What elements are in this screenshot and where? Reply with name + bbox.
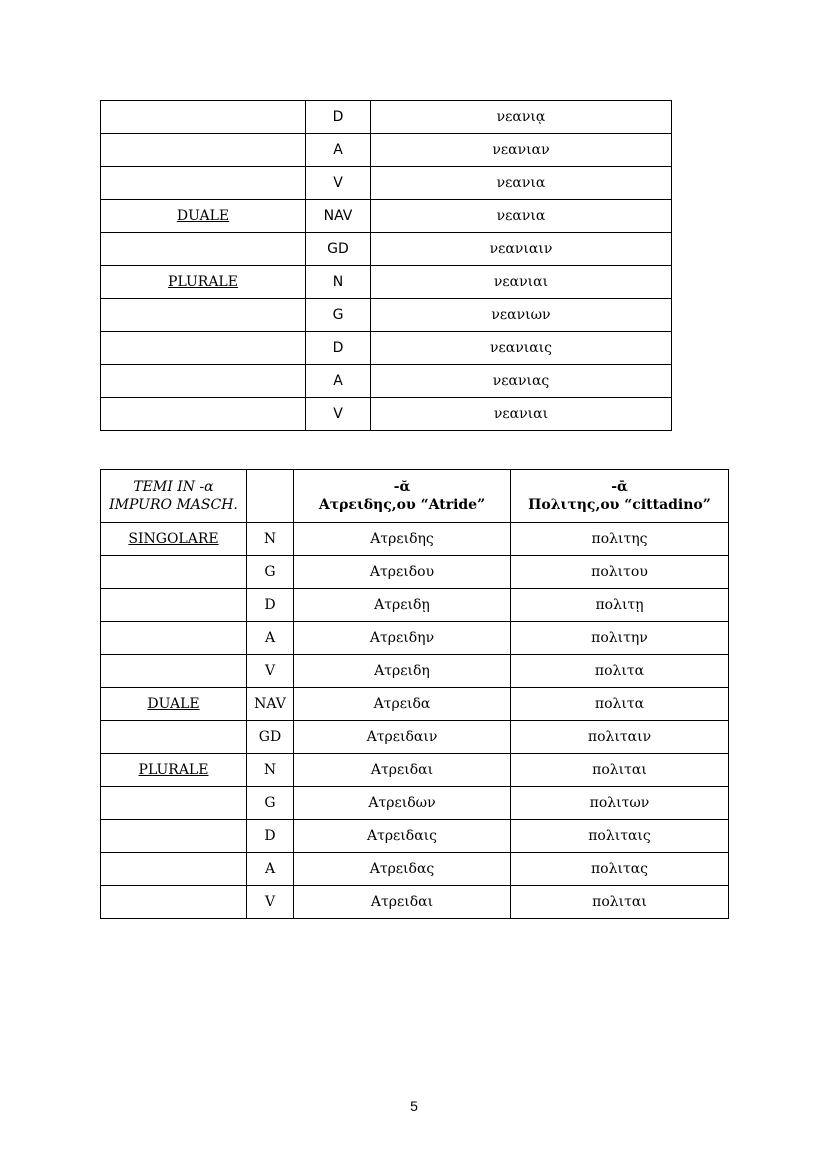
table2-case-header (247, 470, 294, 523)
form-cell: νεανιαι (371, 398, 672, 431)
table-row (101, 167, 672, 200)
table-row (101, 134, 672, 167)
table1-body (101, 101, 672, 431)
number-label-cell (101, 655, 247, 688)
case-cell: A (306, 365, 371, 398)
table-row (101, 398, 672, 431)
table-row (101, 200, 672, 233)
form-cell: νεανια (371, 167, 672, 200)
table-row (101, 556, 729, 589)
case-cell: G (306, 299, 371, 332)
number-label-cell: PLURALE (101, 266, 306, 299)
case-cell: NAV (306, 200, 371, 233)
case-cell: G (247, 556, 294, 589)
table-row (101, 820, 729, 853)
atreides-form-cell: Ατρειδαιν (294, 721, 511, 754)
polites-form-cell: πολιτῃ (511, 589, 729, 622)
number-label-cell (101, 721, 247, 754)
table2-title-line1: TEMI IN -α (133, 479, 214, 495)
case-cell: N (306, 266, 371, 299)
atreides-form-cell: Ατρειδη (294, 655, 511, 688)
table-row (101, 655, 729, 688)
number-label-cell (101, 556, 247, 589)
polites-form-cell: πολιτα (511, 655, 729, 688)
case-cell: V (247, 655, 294, 688)
table-row (101, 787, 729, 820)
atreides-form-cell: Ατρειδην (294, 622, 511, 655)
polites-form-cell: πολιτου (511, 556, 729, 589)
table-row (101, 233, 672, 266)
form-cell: νεανιων (371, 299, 672, 332)
table-row (101, 299, 672, 332)
atreides-form-cell: Ατρειδῃ (294, 589, 511, 622)
table2-col2-header (511, 470, 729, 523)
case-cell: NAV (247, 688, 294, 721)
col1-word: Ατρειδης,ου “Atride” (318, 497, 486, 513)
polites-form-cell: πολιταις (511, 820, 729, 853)
number-label-cell (101, 787, 247, 820)
polites-form-cell: πολιται (511, 754, 729, 787)
table-row (101, 853, 729, 886)
table2-col1-header (294, 470, 511, 523)
table-row (101, 622, 729, 655)
table-row (101, 754, 729, 787)
table-row (101, 266, 672, 299)
atreides-form-cell: Ατρειδας (294, 853, 511, 886)
number-label-cell (101, 886, 247, 919)
table-row (101, 589, 729, 622)
number-label-cell: DUALE (101, 200, 306, 233)
case-cell: GD (306, 233, 371, 266)
case-cell: G (247, 787, 294, 820)
form-cell: νεανιας (371, 365, 672, 398)
col1-mark: -ᾰ (393, 479, 411, 495)
polites-form-cell: πολιτης (511, 523, 729, 556)
number-label-cell (101, 820, 247, 853)
case-cell: D (247, 589, 294, 622)
form-cell: νεανιαις (371, 332, 672, 365)
case-cell: V (306, 398, 371, 431)
case-cell: V (306, 167, 371, 200)
case-cell: D (306, 101, 371, 134)
number-label-cell (101, 332, 306, 365)
polites-form-cell: πολιτην (511, 622, 729, 655)
case-cell: A (247, 622, 294, 655)
polites-form-cell: πολιτας (511, 853, 729, 886)
number-label-cell (101, 853, 247, 886)
number-label-cell (101, 233, 306, 266)
col2-mark: -ᾱ (611, 479, 628, 495)
atreides-form-cell: Ατρειδου (294, 556, 511, 589)
declension-table-neanias (100, 100, 672, 431)
col2-word: Πολιτης,ου “cittadino” (528, 497, 711, 513)
case-cell: D (306, 332, 371, 365)
form-cell: νεανιαιν (371, 233, 672, 266)
table2-title-line2: IMPURO MASCH. (109, 497, 238, 513)
number-label-cell: SINGOLARE (101, 523, 247, 556)
form-cell: νεανιαι (371, 266, 672, 299)
number-label-cell (101, 589, 247, 622)
polites-form-cell: πολιταιν (511, 721, 729, 754)
atreides-form-cell: Ατρειδαι (294, 886, 511, 919)
polites-form-cell: πολιτων (511, 787, 729, 820)
case-cell: A (306, 134, 371, 167)
atreides-form-cell: Ατρειδων (294, 787, 511, 820)
form-cell: νεανια (371, 200, 672, 233)
case-cell: V (247, 886, 294, 919)
table2-body (101, 470, 729, 919)
table-row (101, 688, 729, 721)
case-cell: D (247, 820, 294, 853)
table-row (101, 365, 672, 398)
atreides-form-cell: Ατρειδαις (294, 820, 511, 853)
case-cell: GD (247, 721, 294, 754)
number-label-cell (101, 365, 306, 398)
polites-form-cell: πολιται (511, 886, 729, 919)
case-cell: N (247, 523, 294, 556)
atreides-form-cell: Ατρειδης (294, 523, 511, 556)
number-label-cell (101, 134, 306, 167)
number-label-cell: DUALE (101, 688, 247, 721)
table-row (101, 886, 729, 919)
table-row (101, 721, 729, 754)
number-label-cell (101, 398, 306, 431)
atreides-form-cell: Ατρειδα (294, 688, 511, 721)
number-label-cell (101, 101, 306, 134)
number-label-cell: PLURALE (101, 754, 247, 787)
table-row (101, 101, 672, 134)
number-label-cell (101, 299, 306, 332)
polites-form-cell: πολιτα (511, 688, 729, 721)
number-label-cell (101, 622, 247, 655)
table2-header-row (101, 470, 729, 523)
number-label-cell (101, 167, 306, 200)
table-row (101, 332, 672, 365)
table-row (101, 523, 729, 556)
declension-table-impure-masculine (100, 469, 729, 919)
atreides-form-cell: Ατρειδαι (294, 754, 511, 787)
table2-title-cell (101, 470, 247, 523)
form-cell: νεανιᾳ (371, 101, 672, 134)
form-cell: νεανιαν (371, 134, 672, 167)
case-cell: A (247, 853, 294, 886)
case-cell: N (247, 754, 294, 787)
page-number: 5 (410, 1098, 418, 1114)
